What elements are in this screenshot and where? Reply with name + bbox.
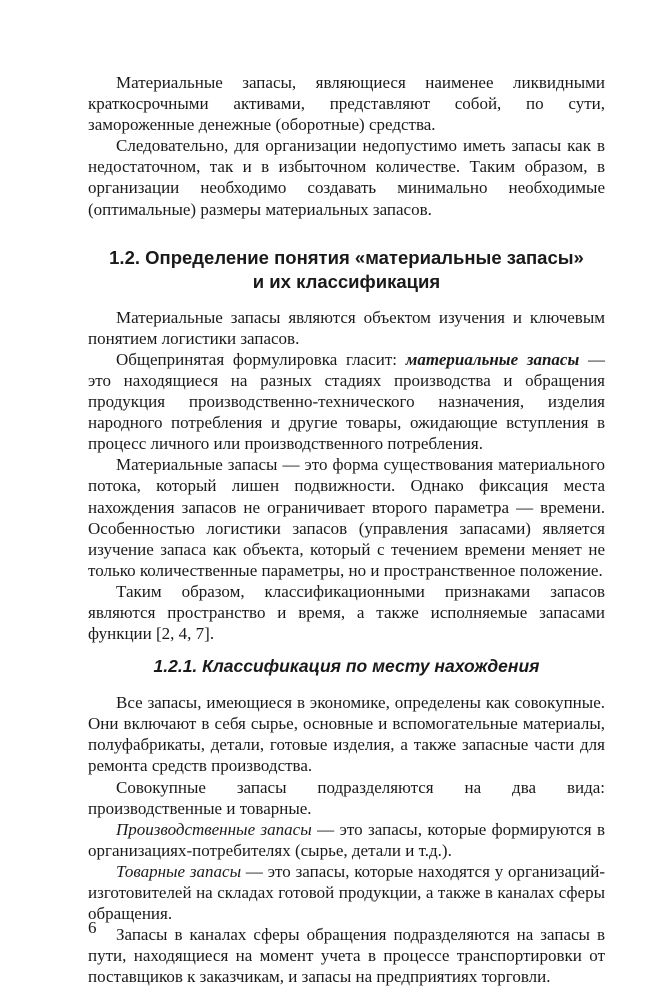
section-paragraph-4: Таким образом, классификационными признаками запасов являются пространство и время, а также исполняемые запасами функции [2, 4, 7].: [88, 581, 605, 644]
section-heading-line-2: и их классификация: [252, 270, 441, 292]
definition-text: — это находящиеся на разных стадиях производства и обращения продукция производственно-технического назначения, изделия народного потребления и другие товары, ожидающие вступления в процесс личного или производственного потребления.: [88, 349, 605, 454]
production-stock-paragraph: [88, 819, 605, 861]
page-number: 6: [88, 918, 97, 937]
definition-paragraph: [88, 349, 605, 454]
definition-lead: Общепринятая формулировка гласит:: [116, 349, 406, 369]
intro-paragraph-2: Следовательно, для организации недопустимо иметь запасы как в недостаточном, так и в избыточном количестве. Таким образом, в организации необходимо создавать минимально необходимые (оптимальные) размеры материальных запасов.: [88, 136, 605, 219]
commodity-stock-paragraph: [88, 861, 605, 924]
section-heading: [88, 246, 605, 294]
section-paragraph-1: Материальные запасы являются объектом изучения и ключевым понятием логистики запасов.: [88, 307, 605, 348]
production-stock-term: Производственные запасы: [116, 819, 312, 839]
subsection-paragraph-2: Совокупные запасы подразделяются на два вида: производственные и товарные.: [88, 777, 605, 818]
definition-term: материальные запасы: [405, 349, 580, 369]
page-body: [88, 72, 605, 987]
commodity-stock-term: Товарные запасы: [116, 861, 242, 881]
subsection-heading: 1.2.1. Классификация по месту нахождения: [153, 656, 540, 677]
section-paragraph-3: Материальные запасы — это форма существования материального потока, который лишен подвижности. Однако фиксация места нахождения запасов не ограничивает второго параметра — времени. Особенностью логистики запасов (управления запасами) является изучение запаса как объекта, который с течением времени меняет не только количественные параметры, но и пространственное положение.: [88, 455, 605, 580]
subsection-paragraph-5: Запасы в каналах сферы обращения подразделяются на запасы в пути, находящиеся на момент учета в процессе транспортировки от поставщиков к заказчикам, и запасы на предприятиях торговли.: [88, 925, 605, 987]
intro-paragraph-1: Материальные запасы, являющиеся наименее ликвидными краткосрочными активами, представляют собой, по сути, замороженные денежные (оборотные) средства.: [88, 73, 605, 135]
commodity-stock-text: — это запасы, которые находятся у организаций-изготовителей на складах готовой продукции, а также в каналах сферы обращения.: [88, 861, 605, 924]
section-heading-line-1: 1.2. Определение понятия «материальные запасы»: [109, 246, 584, 268]
subsection-paragraph-1: Все запасы, имеющиеся в экономике, определены как совокупные. Они включают в себя сырье, основные и вспомогательные материалы, полуфабрикаты, детали, готовые изделия, а также запасные части для ремонта средств производства.: [88, 693, 605, 776]
production-stock-text: — это запасы, которые формируются в организациях-потребителях (сырье, детали и т.д.).: [88, 819, 605, 860]
